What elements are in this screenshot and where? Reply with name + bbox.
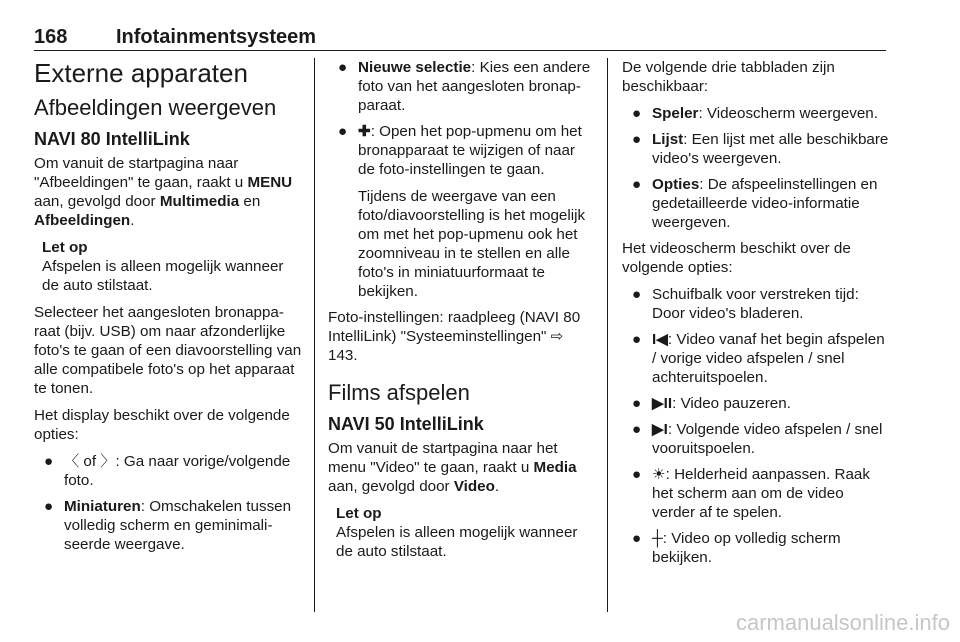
- column-divider-1: [314, 58, 315, 612]
- thumbnails-keyword: Miniaturen: [64, 498, 141, 515]
- paragraph-select-source: Selecteer het aangesloten bronapparaat (bijv. USB) om naar afzonderlijke foto's te gaan of een diavoorstelling van alle compatibele foto's op het apparaat te tonen.: [34, 304, 302, 397]
- note-label: Let op: [42, 239, 88, 256]
- picture-options-list-cont: [328, 58, 596, 301]
- afbeeldingen-keyword: Afbeeldingen: [34, 212, 131, 229]
- paragraph-open-pictures: Om vanuit de startpagina naar "Afbeeldingen" te gaan, raakt u MENU aan, gevolgd door Multimedia en Afbeeldingen.: [34, 155, 293, 229]
- fullscreen-icon: ┼: [652, 530, 663, 547]
- paragraph-display-options: Het display beschikt over de volgende opties:: [34, 407, 290, 443]
- list-item: ● ✚: Open het pop-upmenu om het bronapparaat te wijzigen of naar de foto-instellingen te gaan. Tijdens de weergave van een foto/diavoorstelling is het mogelijk om met het pop-upmenu ook het zoomniveau in te stellen en alle foto's in miniatuurformaat te bekijken.: [328, 122, 596, 301]
- list-keyword: Lijst: [652, 131, 684, 148]
- column-divider-2: [607, 58, 608, 612]
- tabs-list: [622, 104, 890, 232]
- list-item: ● Miniaturen: Omschakelen tussen volledig scherm en geminimaliseerde weergave.: [44, 498, 292, 553]
- subsection-title-films: Films afspelen: [328, 380, 470, 405]
- watermark: carmanualsonline.info: [735, 610, 950, 635]
- video-options-list: [622, 285, 890, 567]
- list-item-continuation: Tijdens de weergave van een foto/diavoorstelling is het mogelijk om met het pop-upmenu ook het zoomniveau in te stellen en alle foto's in miniatuurformaat te bekijken.: [358, 188, 586, 300]
- column-3: [622, 58, 890, 574]
- list-item: ● Lijst: Een lijst met alle beschikbare video's weergeven.: [632, 131, 889, 167]
- new-selection-keyword: Nieuwe selectie: [358, 59, 472, 76]
- play-pause-icon: ▶II: [652, 395, 673, 412]
- note-box: [34, 238, 302, 295]
- list-item: ● ┼: Video op volledig scherm bekijken.: [632, 530, 841, 566]
- multimedia-keyword: Multimedia: [159, 193, 240, 210]
- list-item: ● Schuifbalk voor verstreken tijd: Door video's bladeren.: [632, 286, 859, 322]
- list-item: ● ▶I: Volgende video afspelen / snel vooruitspoelen.: [632, 421, 883, 457]
- player-keyword: Speler: [652, 105, 699, 122]
- picture-options-list: [34, 452, 302, 554]
- page-number: 168: [34, 26, 68, 48]
- previous-track-icon: I◀: [652, 331, 668, 348]
- running-title: Infotainmentsysteem: [116, 26, 317, 48]
- note-box: [328, 504, 596, 561]
- media-keyword: Media: [533, 459, 577, 476]
- note-text: Afspelen is alleen mogelijk wanneer de auto stilstaat.: [42, 258, 284, 294]
- list-item: ● Speler: Videoscherm weergeven.: [632, 105, 878, 122]
- menu-keyword: MENU: [247, 174, 293, 191]
- video-keyword: Video: [453, 478, 495, 495]
- list-item: ● ▶II: Video pauzeren.: [632, 395, 791, 412]
- next-icon: 〉: [100, 453, 116, 470]
- next-track-icon: ▶I: [652, 421, 668, 438]
- note-text: Afspelen is alleen mogelijk wanneer de auto stilstaat.: [336, 524, 578, 560]
- list-item: ● Opties: De afspeelinstellingen en gedetailleerde video-informatie weergeven.: [632, 176, 878, 231]
- plus-icon: ✚: [358, 123, 371, 140]
- paragraph-photo-settings: Foto-instellingen: raadpleeg (NAVI 80 IntelliLink) "Systeeminstellingen" ⇨ 143.: [328, 309, 581, 364]
- paragraph-open-video: Om vanuit de startpagina naar het menu "Video" te gaan, raakt u Media aan, gevolgd door Video.: [328, 440, 577, 495]
- column-1: [34, 58, 302, 561]
- page-header: [34, 26, 884, 52]
- list-item: ● Nieuwe selectie: Kies een andere foto van het aangesloten bronapparaat.: [338, 59, 591, 114]
- subsection-title-pictures: Afbeeldingen weergeven: [34, 95, 277, 120]
- brightness-icon: ☀: [652, 466, 666, 483]
- header-rule: [34, 50, 886, 51]
- list-item: ● I◀: Video vanaf het begin afspelen / vorige video afspelen / snel achteruitspoelen.: [632, 331, 885, 386]
- list-item: ● ☀: Helderheid aanpassen. Raak het scherm aan om de video verder af te spelen.: [632, 466, 870, 521]
- column-2: [328, 58, 596, 569]
- prev-icon: 〈: [64, 453, 80, 470]
- system-heading-navi80: NAVI 80 IntelliLink: [34, 129, 190, 149]
- system-heading-navi50: NAVI 50 IntelliLink: [328, 414, 484, 434]
- note-label: Let op: [336, 505, 382, 522]
- paragraph-video-options: Het videoscherm beschikt over de volgende opties:: [622, 240, 851, 276]
- options-keyword: Opties: [652, 176, 700, 193]
- section-title: Externe apparaten: [34, 58, 248, 88]
- paragraph-tabs: De volgende drie tabbladen zijn beschikbaar:: [622, 59, 835, 95]
- list-item: ● 〈 of 〉: Ga naar vorige/volgende foto.: [44, 453, 291, 489]
